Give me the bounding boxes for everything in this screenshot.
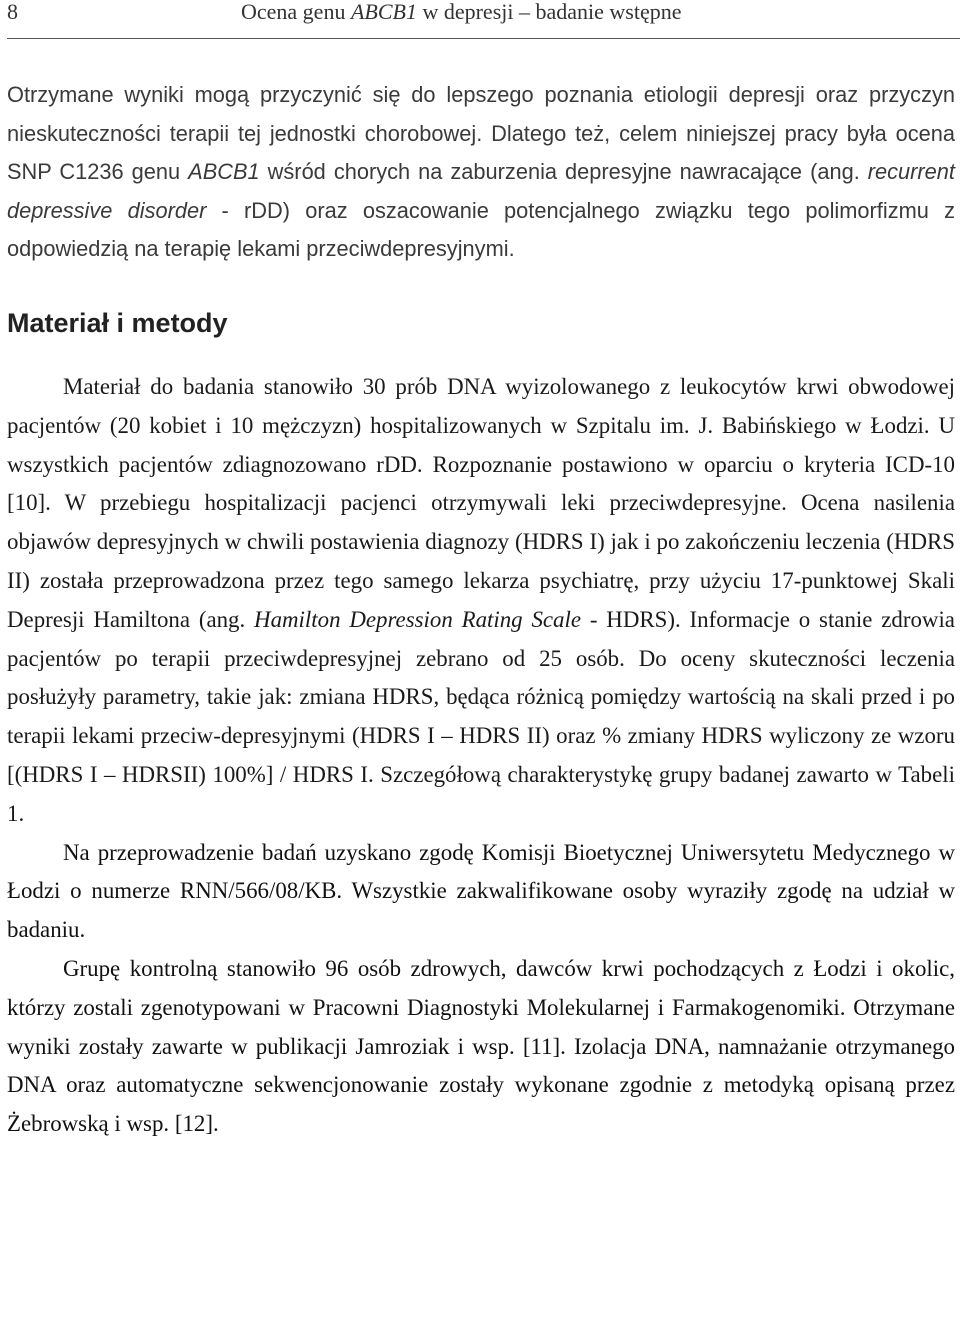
methods-text-b: - HDRS). Informacje o stanie zdrowia pacjentów po terapii przeciwdepresyjnej zebrano od 25 osób. Do oceny skuteczności leczenia posłużyły parametry, takie jak: zmiana HDRS, będąca różnicą pomiędzy wartością na skali przed i po terapii lekami przeciw-depresyjnymi (HDRS I – HDRS II) oraz % zmiany HDRS wyliczony ze wzoru [(HDRS I – HDRSII) 100%] / HDRS I. Szczegółową charakterystykę grupy badanej zawarto w Tabeli 1. xyxy=(7,606,955,826)
intro-text-a: Otrzymane wyniki mogą przyczynić się do lepszego poznania etiologii depresji oraz przyczyn nieskuteczności terapii tej jednostki chorobowej. Dlatego też, celem niniejszej pracy była ocena SNP C1236 genu xyxy=(7,82,955,185)
intro-text-c: - rDD) oraz oszacowanie potencjalnego związku tego polimorfizmu z odpowiedzią na terapię lekami przeciwdepresyjnymi. xyxy=(7,197,955,262)
methods-text-a: Materiał do badania stanowiło 30 prób DNA wyizolowanego z leukocytów krwi obwodowej pacjentów (20 kobiet i 10 mężczyzn) hospitalizowanych w Szpitalu im. J. Babińskiego w Łodzi. U wszystkich pacjentów zdiagnozowano rDD. Rozpoznanie postawiono w oparciu o kryteria ICD-10 [10]. W przebiegu hospitalizacji pacjenci otrzymywali leki przeciwdepresyjne. Ocena nasilenia objawów depresyjnych w chwili postawienia diagnozy (HDRS I) jak i po zakończeniu leczenia (HDRS II) została przeprowadzona przez tego samego lekarza psychiatrę, przy użyciu 17-punktowej Skali Depresji Hamiltona (ang. xyxy=(7,373,955,632)
intro-paragraph xyxy=(7,76,955,269)
methods-paragraph-3: Grupę kontrolną stanowiło 96 osób zdrowych, dawców krwi pochodzących z Łodzi i okolic, którzy zostali zgenotypowani w Pracowni Diagnostyki Molekularnej i Farmakogenomiki. Otrzymane wyniki zostały zawarte w publikacji Jamroziak i wsp. [11]. Izolacja DNA, namnażanie otrzymanego DNA oraz automatyczne sekwencjonowanie zostały wykonane zgodnie z metodyką opisaną przez Żebrowską i wsp. [12]. xyxy=(7,955,955,1137)
intro-text-b: wśród chorych na zaburzenia depresyjne nawracające (ang. xyxy=(259,159,868,185)
running-title-post: w depresji – badanie wstępne xyxy=(416,0,682,24)
running-title-gene: ABCB1 xyxy=(350,0,417,24)
running-title xyxy=(241,0,681,25)
methods-paragraph-1 xyxy=(7,368,955,834)
header-rule xyxy=(7,38,960,39)
intro-english-term: recurrent depressive disorder xyxy=(7,159,955,223)
intro-gene-name: ABCB1 xyxy=(188,159,260,185)
methods-paragraph-2: Na przeprowadzenie badań uzyskano zgodę Komisji Bioetycznej Uniwersytetu Medycznego w Łodzi o numerze RNN/566/08/KB. Wszystkie zakwalifikowane osoby wyraziły zgodę na udział w badaniu. xyxy=(7,839,955,943)
running-title-pre: Ocena genu xyxy=(241,0,351,24)
page-header xyxy=(7,0,955,30)
page-number: 8 xyxy=(7,0,18,24)
section-heading: Materiał i metody xyxy=(7,307,228,338)
document-page xyxy=(7,0,955,1144)
methods-english-term: Hamilton Depression Rating Scale xyxy=(254,606,582,632)
